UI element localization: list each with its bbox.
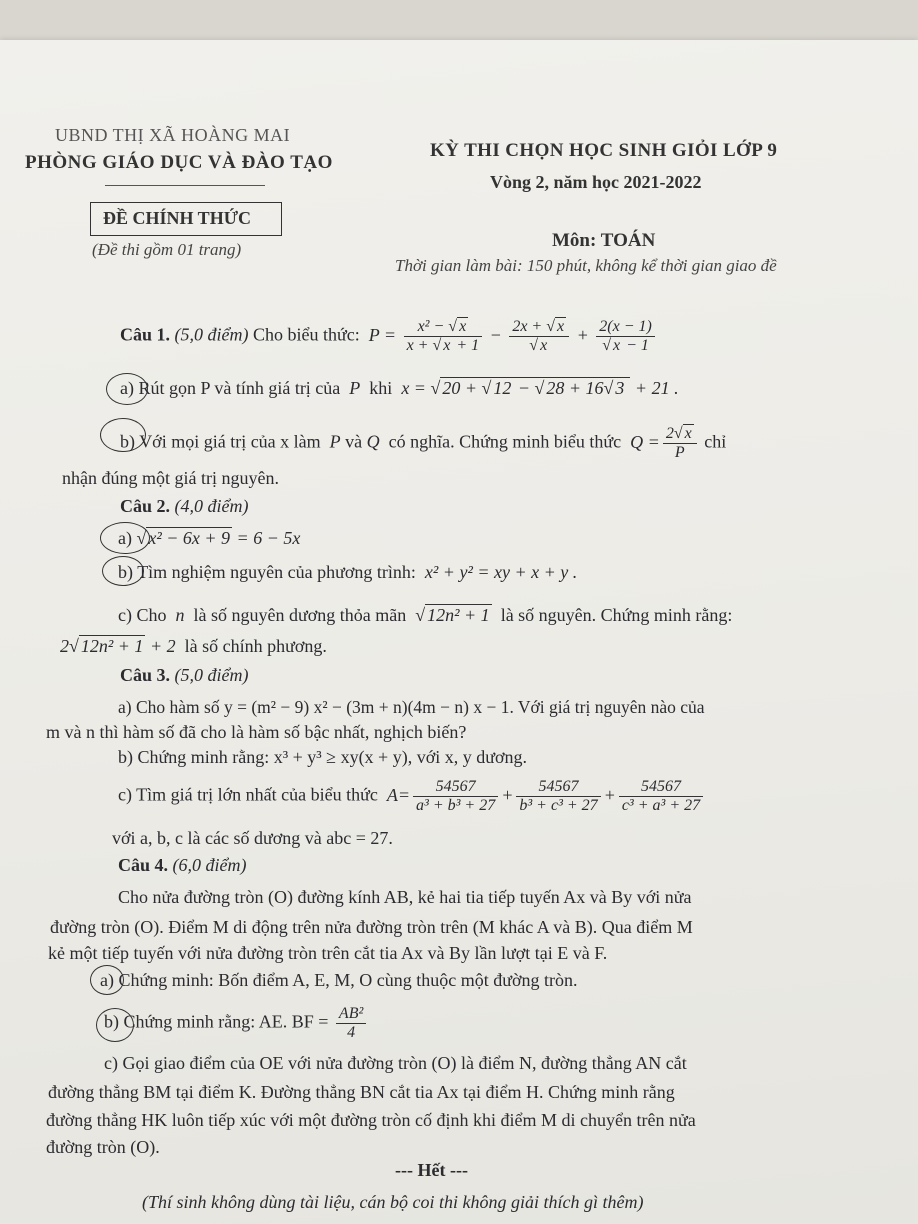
q1b-var-p: P: [325, 431, 346, 452]
q3c-line: [118, 778, 706, 815]
q2c-formula2: 2√ 12n² + 1 + 2: [60, 636, 181, 656]
q2c-text: c) Cho: [118, 605, 167, 625]
q2a-label: a): [118, 528, 132, 548]
q1a-var: P: [344, 378, 365, 398]
q2-label: Câu 2.: [120, 496, 171, 516]
q3-heading: [120, 665, 249, 686]
official-label: ĐỀ CHÍNH THỨC: [103, 208, 252, 228]
q2a-formula: √ x² − 6x + 9 = 6 − 5x: [136, 528, 301, 548]
q2c-line2: [60, 636, 327, 657]
q4b-line: [104, 1005, 369, 1042]
q4c-line4: đường tròn (O).: [46, 1137, 160, 1157]
q4c-line1: c) Gọi giao điểm của OE với nửa đường tròn (O) là điểm N, đường thẳng AN cắt: [104, 1053, 687, 1073]
q4-heading: [118, 855, 247, 876]
q3a-line2: m và n thì hàm số đã cho là hàm số bậc nhất, nghịch biến?: [46, 722, 467, 742]
q4b-text: b) Chứng minh rằng: AE. BF =: [104, 1011, 329, 1032]
q3c-line2: với a, b, c là các số dương và abc = 27.: [112, 828, 393, 848]
org-line1: UBND THỊ XÃ HOÀNG MAI: [55, 125, 291, 145]
org-line2: PHÒNG GIÁO DỤC VÀ ĐÀO TẠO: [25, 152, 333, 173]
q4-intro2: đường tròn (O). Điểm M di động trên nửa đường tròn trên (M khác A và B). Qua điểm M: [50, 917, 693, 937]
q3b-line: b) Chứng minh rằng: x³ + y³ ≥ xy(x + y), với x, y dương.: [118, 747, 527, 767]
q3-label: Câu 3.: [120, 665, 171, 685]
q1-formula: P = $\frac{\text{x² − √ x}}{x + √ x + 1}$ − $\frac{2x + √ x}{√ x}$ + $\frac{2(x - 1)}{√ x - 1}$: [364, 325, 658, 345]
q3a-line: a) Cho hàm số y = (m² − 9) x² − (3m + n)(4m − n) x − 1. Với giá trị nguyên nào của: [118, 697, 705, 717]
q1b-formula: Q = $\frac{2√ x}{P}$: [626, 432, 700, 452]
q2b-line: [118, 562, 577, 583]
q1a-cond: khi: [369, 378, 393, 398]
subject: Môn: TOÁN: [552, 230, 656, 251]
header-divider: [105, 185, 265, 186]
q1b-label: b): [120, 431, 135, 452]
q4a-line: a) Chứng minh: Bốn điểm A, E, M, O cùng thuộc một đường tròn.: [100, 970, 578, 990]
q2c-end: là số nguyên. Chứng minh rằng:: [500, 605, 733, 625]
q4c-line3: đường thẳng HK luôn tiếp xúc với một đường tròn cố định khi điểm M di chuyển trên nửa: [46, 1110, 696, 1130]
q4-intro1: Cho nửa đường tròn (O) đường kính AB, kẻ hai tia tiếp tuyến Ax và By với nửa: [118, 887, 692, 907]
q1b-mid: có nghĩa. Chứng minh biểu thức: [388, 431, 622, 452]
q1a-formula: x = √ 20 + √ 12 − √ 28 + 16√ 3 + 21 .: [396, 378, 679, 398]
q1b-end: chỉ: [704, 431, 727, 452]
end-marker: --- Hết ---: [395, 1160, 468, 1180]
q2c-mid: là số nguyên dương thỏa mãn: [193, 605, 407, 625]
q2b-label: b): [118, 562, 133, 582]
q2b-formula: x² + y² = xy + x + y .: [420, 562, 578, 582]
q1-label: Câu 1.: [120, 324, 171, 345]
q4b-formula: $\frac{\text{AB²}}{4}$: [333, 1012, 369, 1032]
q1a-text: Rút gọn P và tính giá trị của: [138, 378, 341, 398]
q1a-label: a): [120, 378, 134, 398]
q2b-text: Tìm nghiệm nguyên của phương trình:: [137, 562, 416, 582]
q1b-line: b) Với mọi giá trị của x làm P và Q có nghĩa. Chứng minh biểu thức Q = $\frac{2√ x}{P}$ chỉ: [120, 425, 727, 461]
q1b-line2: nhận đúng một giá trị nguyên.: [62, 468, 279, 488]
q4-label: Câu 4.: [118, 855, 169, 875]
q3c-formula: A= $\frac{54567}{\text{a³ + b³ + 27}}$ + $\frac{54567}{\text{b³ + c³ + 27}}$ + $\frac{54567}{\text{c³ + a³ + 27}}$: [382, 785, 706, 805]
exam-title: KỲ THI CHỌN HỌC SINH GIỎI LỚP 9: [430, 140, 778, 161]
q4-points: (6,0 điểm): [172, 855, 247, 875]
footer-note: (Thí sinh không dùng tài liệu, cán bộ coi thi không giải thích gì thêm): [142, 1192, 644, 1212]
q1b-text: Với mọi giá trị của x làm: [139, 431, 321, 452]
q3c-text: c) Tìm giá trị lớn nhất của biểu thức: [118, 784, 378, 805]
q4c-line2: đường thẳng BM tại điểm K. Đường thẳng BN cắt tia Ax tại điểm H. Chứng minh rằng: [48, 1082, 675, 1102]
q2-heading: [120, 496, 249, 517]
q2c-line: c) Cho n là số nguyên dương thỏa mãn √ 12n² + 1 là số nguyên. Chứng minh rằng:: [118, 605, 733, 625]
pages-note: (Đề thi gồm 01 trang): [92, 240, 242, 259]
round-year: Vòng 2, năm học 2021-2022: [490, 172, 702, 192]
q4-intro3: kẻ một tiếp tuyến với nửa đường tròn trên cắt tia Ax và By lần lượt tại E và F.: [48, 943, 608, 963]
q3-points: (5,0 điểm): [174, 665, 249, 685]
time-note: Thời gian làm bài: 150 phút, không kể thời gian giao đề: [395, 256, 777, 275]
q1-intro: Cho biểu thức:: [253, 324, 360, 345]
official-stamp-box: [90, 202, 282, 236]
q1a-line: [120, 378, 679, 399]
q2c-line2-text: là số chính phương.: [184, 636, 327, 656]
q2a-line: [118, 528, 300, 549]
q2-points: (4,0 điểm): [174, 496, 249, 516]
q2c-formula: √ 12n² + 1: [410, 605, 490, 625]
q1-points: (5,0 điểm): [174, 324, 249, 345]
q1-line: [120, 318, 658, 355]
